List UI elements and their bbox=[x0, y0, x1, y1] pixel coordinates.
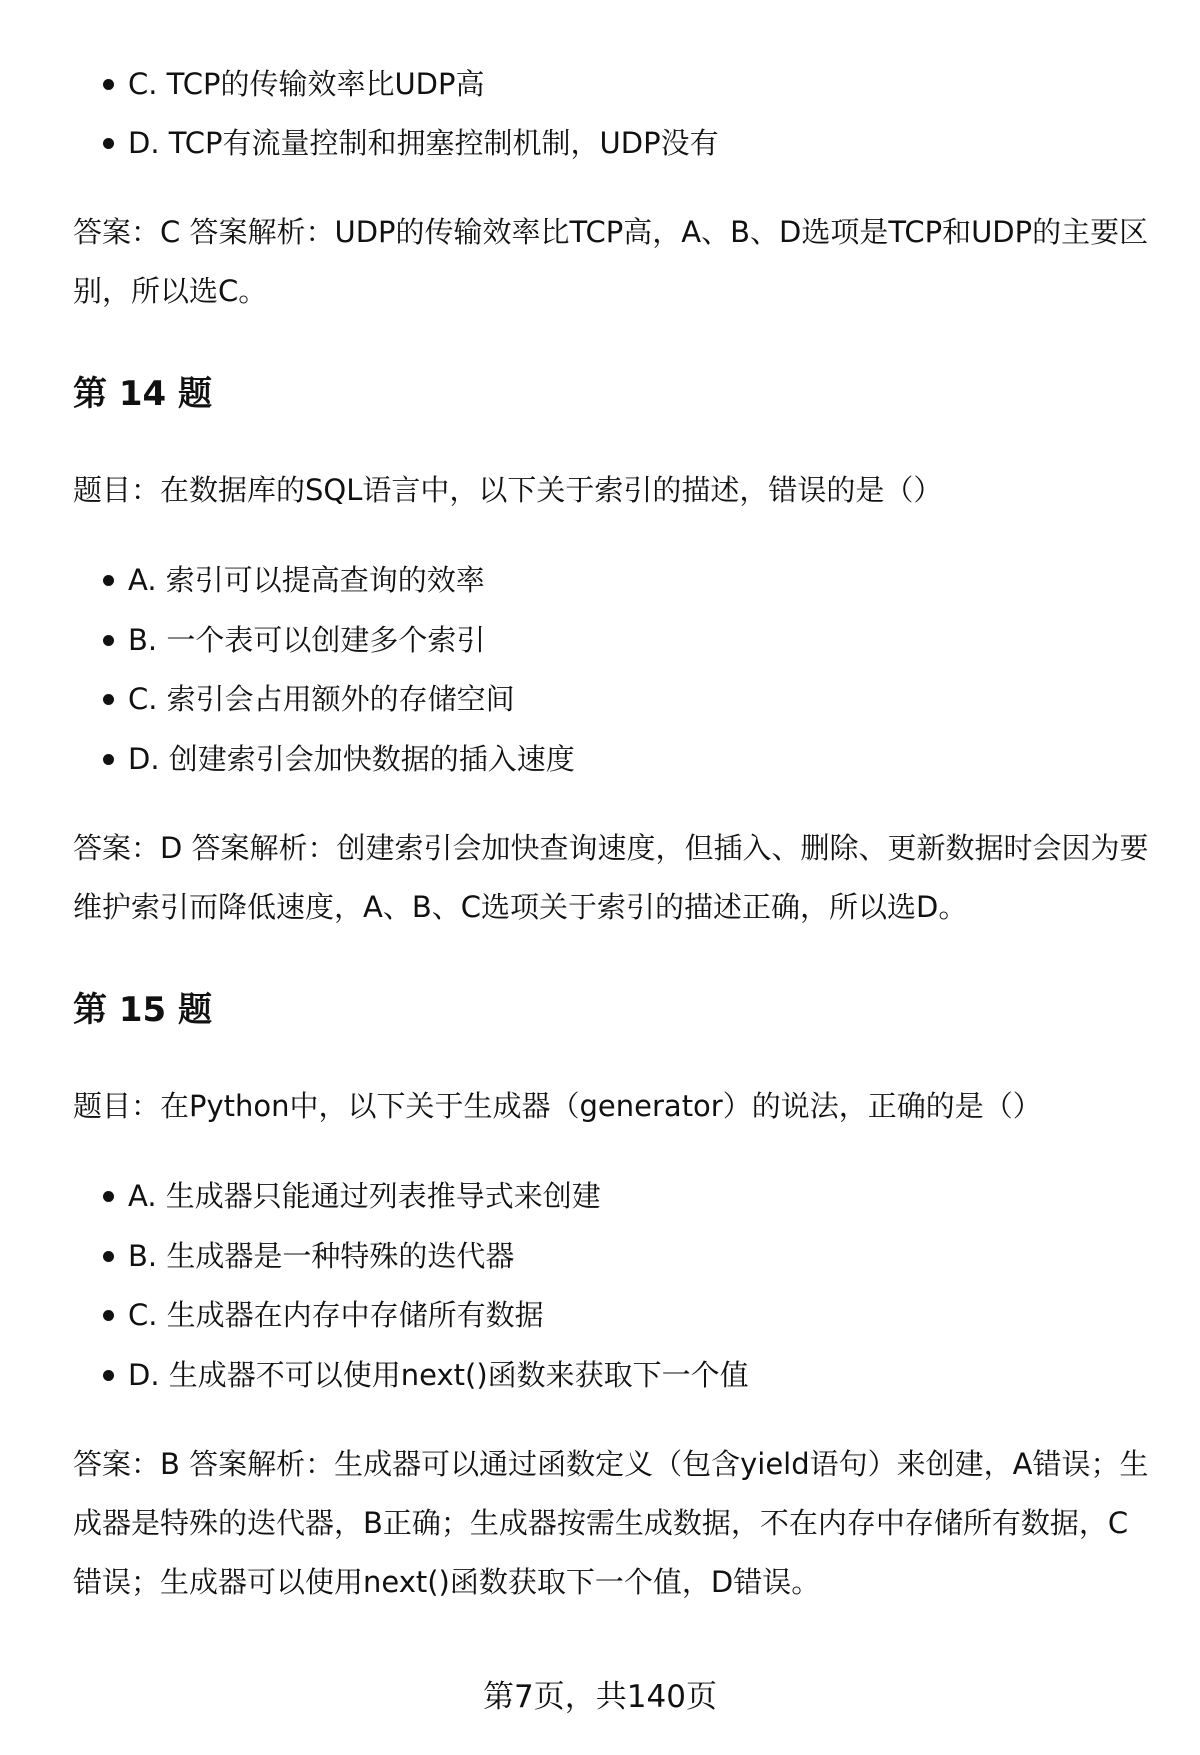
q15-option-d: D. 生成器不可以使用next()函数来获取下一个值 bbox=[128, 1355, 749, 1395]
q13-option-d: D. TCP有流量控制和拥塞控制机制，UDP没有 bbox=[128, 123, 719, 163]
q14-option-a: A. 索引可以提高查询的效率 bbox=[128, 560, 485, 600]
q15-option-a: A. 生成器只能通过列表推导式来创建 bbox=[128, 1176, 601, 1216]
q15-option-b: B. 生成器是一种特殊的迭代器 bbox=[128, 1236, 514, 1276]
q13-option-c: C. TCP的传输效率比UDP高 bbox=[128, 64, 484, 104]
q14-heading: 第 14 题 bbox=[73, 374, 212, 414]
q15-heading: 第 15 题 bbox=[73, 990, 212, 1030]
q14-option-b: B. 一个表可以创建多个索引 bbox=[128, 620, 485, 660]
q15-option-c: C. 生成器在内存中存储所有数据 bbox=[128, 1295, 544, 1335]
q14-question: 题目：在数据库的SQL语言中，以下关于索引的描述，错误的是（） bbox=[73, 473, 943, 507]
q13-answer: 答案：C 答案解析：UDP的传输效率比TCP高，A、B、D选项是TCP和UDP的主要区别，所以选C。 bbox=[73, 215, 1149, 308]
q15-answer: 答案：B 答案解析：生成器可以通过函数定义（包含yield语句）来创建，A错误；生成器是特殊的迭代器，B正确；生成器按需生成数据，不在内存中存储所有数据，C错误；生成器可以使用next()函数获取下一个值，D错误。 bbox=[73, 1447, 1149, 1599]
q14-option-d: D. 创建索引会加快数据的插入速度 bbox=[128, 739, 575, 779]
q14-option-c: C. 索引会占用额外的存储空间 bbox=[128, 679, 515, 719]
page-number: 第7页，共140页 bbox=[483, 1679, 717, 1715]
q15-question: 题目：在Python中，以下关于生成器（generator）的说法，正确的是（） bbox=[73, 1089, 1042, 1123]
q14-answer: 答案：D 答案解析：创建索引会加快查询速度，但插入、删除、更新数据时会因为要维护索引而降低速度，A、B、C选项关于索引的描述正确，所以选D。 bbox=[73, 831, 1149, 924]
